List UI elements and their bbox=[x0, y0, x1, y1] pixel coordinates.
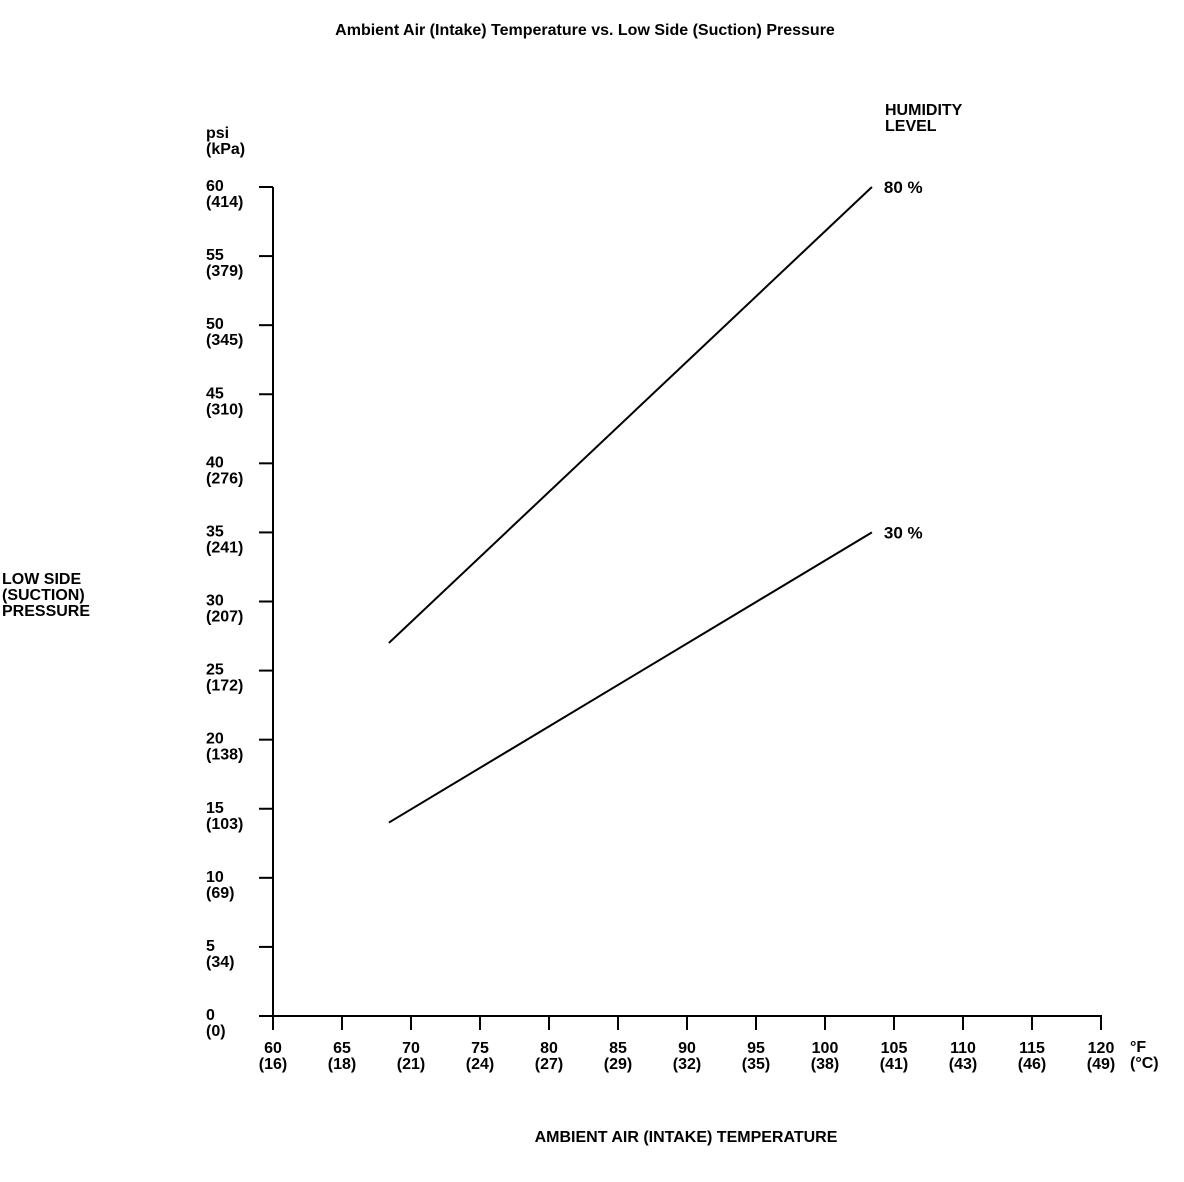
y-axis-title-line: PRESSURE bbox=[2, 603, 91, 620]
series-label: 80 % bbox=[883, 178, 923, 197]
chart-title: Ambient Air (Intake) Temperature vs. Low Side (Suction) Pressure bbox=[335, 22, 835, 39]
y-axis-title bbox=[2, 571, 90, 620]
legend-title-line: LEVEL bbox=[885, 118, 937, 135]
y-tick-label: 40 bbox=[206, 454, 224, 472]
y-tick-sublabel: (345) bbox=[206, 332, 244, 350]
x-tick-label: 90 bbox=[678, 1040, 696, 1057]
x-tick-sublabel: (43) bbox=[948, 1056, 978, 1073]
x-unit-line: (°C) bbox=[1130, 1055, 1159, 1072]
x-tick-label: 115 bbox=[1019, 1040, 1045, 1057]
y-tick-label: 25 bbox=[206, 661, 224, 679]
y-tick-sublabel: (103) bbox=[206, 815, 244, 833]
y-tick-sublabel: (172) bbox=[206, 677, 244, 695]
legend-title bbox=[885, 102, 967, 135]
x-tick-sublabel: (21) bbox=[396, 1056, 426, 1073]
x-unit-label bbox=[1130, 1039, 1159, 1072]
x-unit-line: °F bbox=[1130, 1039, 1147, 1056]
x-tick-label: 75 bbox=[471, 1040, 489, 1057]
y-tick-sublabel: (241) bbox=[206, 539, 244, 557]
legend-title-line: HUMIDITY bbox=[885, 102, 963, 119]
x-tick-sublabel: (18) bbox=[327, 1056, 357, 1073]
y-tick-label: 55 bbox=[206, 247, 224, 265]
y-tick-label: 45 bbox=[206, 385, 224, 403]
x-tick-label: 60 bbox=[264, 1040, 282, 1057]
series-line bbox=[389, 187, 872, 643]
x-tick-sublabel: (16) bbox=[258, 1056, 288, 1073]
series-label: 30 % bbox=[883, 523, 923, 543]
x-tick-label: 95 bbox=[747, 1040, 765, 1057]
x-tick-sublabel: (35) bbox=[741, 1056, 771, 1073]
x-tick-sublabel: (29) bbox=[603, 1056, 633, 1073]
y-tick-label: 5 bbox=[206, 937, 215, 955]
x-tick-sublabel: (41) bbox=[879, 1056, 909, 1073]
y-tick-label: 35 bbox=[206, 523, 224, 541]
y-ticks bbox=[206, 178, 273, 1040]
x-tick-sublabel: (46) bbox=[1017, 1056, 1047, 1073]
series-line bbox=[389, 532, 872, 822]
y-axis-title-line: LOW SIDE bbox=[2, 571, 82, 588]
y-tick-sublabel: (34) bbox=[206, 953, 235, 971]
y-tick-label: 50 bbox=[206, 316, 224, 334]
series-lines bbox=[389, 187, 872, 823]
y-tick-sublabel: (276) bbox=[206, 470, 244, 488]
y-axis-title-line: (SUCTION) bbox=[2, 587, 85, 604]
x-tick-label: 80 bbox=[540, 1040, 558, 1057]
x-tick-sublabel: (27) bbox=[534, 1056, 564, 1073]
x-tick-label: 85 bbox=[609, 1040, 627, 1057]
y-unit-line: (kPa) bbox=[206, 141, 246, 158]
x-tick-sublabel: (24) bbox=[465, 1056, 495, 1073]
x-tick-sublabel: (38) bbox=[810, 1056, 840, 1073]
y-unit-line: psi bbox=[206, 125, 230, 142]
y-unit-label bbox=[206, 125, 245, 158]
y-tick-sublabel: (0) bbox=[206, 1023, 226, 1040]
y-tick-label: 10 bbox=[206, 868, 224, 886]
series-labels bbox=[884, 178, 923, 542]
y-tick-label: 0 bbox=[206, 1007, 215, 1024]
x-ticks bbox=[259, 1016, 1115, 1073]
y-tick-sublabel: (310) bbox=[206, 401, 244, 419]
y-tick-label: 20 bbox=[206, 730, 224, 748]
y-tick-sublabel: (207) bbox=[206, 608, 244, 626]
y-tick-label: 15 bbox=[206, 799, 224, 817]
x-tick-sublabel: (49) bbox=[1086, 1056, 1116, 1073]
y-tick-label: 30 bbox=[206, 592, 224, 610]
y-tick-label: 60 bbox=[206, 178, 224, 195]
x-tick-label: 65 bbox=[333, 1040, 351, 1057]
y-tick-sublabel: (138) bbox=[206, 746, 244, 764]
x-tick-label: 70 bbox=[402, 1040, 420, 1057]
x-tick-sublabel: (32) bbox=[672, 1056, 702, 1073]
y-tick-sublabel: (379) bbox=[206, 263, 244, 281]
y-tick-sublabel: (414) bbox=[206, 194, 244, 211]
x-tick-label: 120 bbox=[1087, 1040, 1115, 1057]
x-axis-title: AMBIENT AIR (INTAKE) TEMPERATURE bbox=[534, 1129, 838, 1146]
y-tick-sublabel: (69) bbox=[206, 884, 235, 902]
x-tick-label: 110 bbox=[950, 1040, 976, 1057]
x-tick-label: 100 bbox=[811, 1040, 839, 1057]
x-tick-label: 105 bbox=[880, 1040, 908, 1057]
